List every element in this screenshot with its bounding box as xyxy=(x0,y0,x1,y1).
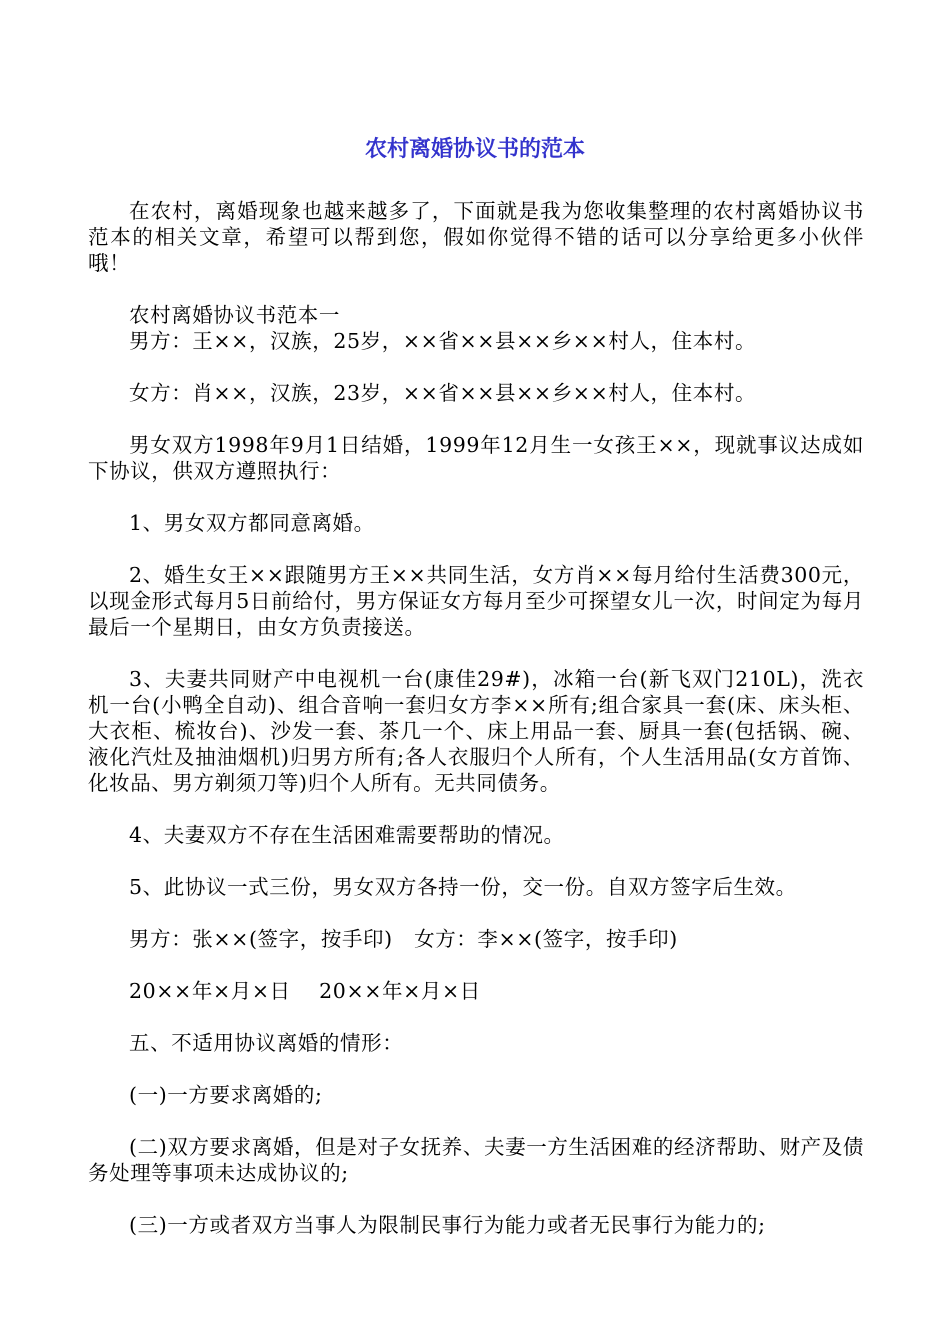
marriage-statement: 男女双方1998年9月1日结婚，1999年12月生一女孩王××，现就事议达成如下协议，供双方遵照执行： xyxy=(88,433,864,483)
paragraph-gap xyxy=(88,484,864,510)
case-2: (二)双方要求离婚，但是对子女抚养、夫妻一方生活困难的经济帮助、财产及债务处理等事项未达成协议的; xyxy=(88,1135,864,1185)
paragraph-gap xyxy=(88,536,864,562)
intro-paragraph: 在农村，离婚现象也越来越多了，下面就是我为您收集整理的农村离婚协议书范本的相关文章，希望可以帮到您，假如你觉得不错的话可以分享给更多小伙伴哦！ xyxy=(88,199,864,275)
party-female: 女方：肖××，汉族，23岁，××省××县××乡××村人，住本村。 xyxy=(129,381,757,405)
document-body xyxy=(88,198,864,1238)
paragraph-gap xyxy=(88,952,864,978)
paragraph-gap xyxy=(88,900,864,926)
clause-2: 2、婚生女王××跟随男方王××共同生活，女方肖××每月给付生活费300元，以现金形式每月5日前给付，男方保证女方每月至少可探望女儿一次，时间定为每月最后一个星期日，由女方负责接送。 xyxy=(88,563,864,639)
paragraph-gap xyxy=(88,354,864,380)
paragraph-gap xyxy=(88,276,864,302)
paragraph-gap xyxy=(88,848,864,874)
paragraph-gap xyxy=(88,1004,864,1030)
section-five-heading: 五、不适用协议离婚的情形： xyxy=(129,1031,404,1055)
party-male: 男方：王××，汉族，25岁，××省××县××乡××村人，住本村。 xyxy=(129,329,757,353)
case-3: (三)一方或者双方当事人为限制民事行为能力或者无民事行为能力的; xyxy=(129,1213,766,1237)
page-title: 农村离婚协议书的范本 xyxy=(364,137,585,162)
paragraph-gap xyxy=(88,1108,864,1134)
section-heading: 农村离婚协议书范本一 xyxy=(129,303,340,327)
signature-line: 男方：张××(签字，按手印) 女方：李××(签字，按手印) xyxy=(129,927,678,951)
paragraph-gap xyxy=(88,406,864,432)
clause-5: 5、此协议一式三份，男女双方各持一份，交一份。自双方签字后生效。 xyxy=(129,875,797,899)
case-1: (一)一方要求离婚的; xyxy=(129,1083,323,1107)
paragraph-gap xyxy=(88,640,864,666)
paragraph-gap xyxy=(88,1056,864,1082)
paragraph-gap xyxy=(88,1186,864,1212)
paragraph-gap xyxy=(88,796,864,822)
clause-4: 4、夫妻双方不存在生活困难需要帮助的情况。 xyxy=(129,823,565,847)
date-line: 20××年×月×日 20××年×月×日 xyxy=(129,979,481,1003)
clause-3: 3、夫妻共同财产中电视机一台(康佳29#)，冰箱一台(新飞双门210L)，洗衣机一台(小鸭全自动)、组合音响一套归女方李××所有;组合家具一套(床、床头柜、大衣柜、梳妆台)、沙发一套、茶几一个、床上用品一套、厨具一套(包括锅、碗、液化汽灶及抽油烟机)归男方所有;各人衣服归个人所有，个人生活用品(女方首饰、化妆品、男方剃须刀等)归个人所有。无共同债务。 xyxy=(88,667,864,795)
clause-1: 1、男女双方都同意离婚。 xyxy=(129,511,375,535)
